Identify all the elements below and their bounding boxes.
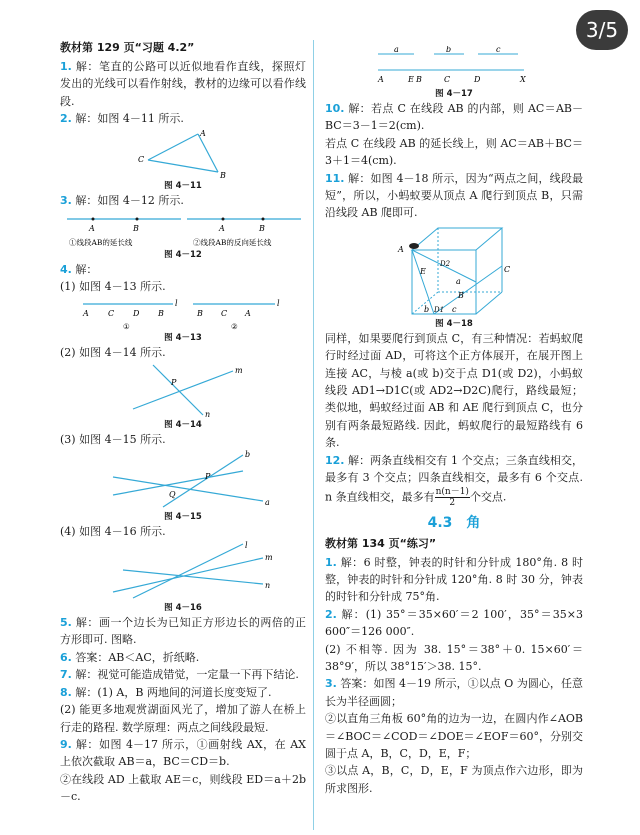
fig412-note-2: ②线段AB的反向延长线 <box>193 238 272 248</box>
figure-4-12 <box>63 209 303 249</box>
svg-text:C: C <box>444 75 451 84</box>
fig411-label-c: C <box>138 154 145 164</box>
svg-text:A: A <box>378 75 384 84</box>
answer-2: 2. 解：如图 4－11 所示. <box>60 112 184 126</box>
page-indicator[interactable]: 3/5 <box>576 10 628 50</box>
answer-12: 12. 解：两条直线相交有 1 个交点；三条直线相交，最多有 3 个交点；四条直线相交，最多有 6 个交点. n 条直线相交，最多有 $\frac{n(n-1)}{2}$ 个交点. <box>325 453 583 508</box>
svg-text:a: a <box>456 276 461 286</box>
svg-text:m: m <box>235 366 243 376</box>
practice-1: 1. 解：6 时整，钟表的时针和分针成 180°角. 8 时整，钟表的时针和分针成 120°角. 8 时 30 分，钟表的时针和分针成 75°角. <box>325 555 583 604</box>
fraction: $\frac{n(n-1)}{2}$ <box>435 486 469 508</box>
figure-caption: 图 4－18 <box>435 318 473 329</box>
practice-3-3: ③以点 A，B，C，D，E，F 为顶点作六边形，即为所求图形. <box>325 764 583 795</box>
fig411-label-b: B <box>220 170 226 180</box>
figure-caption: 图 4－11 <box>164 180 202 191</box>
answer-7: 7. 解：视觉可能造成错觉，一定量一下再下结论. <box>60 668 299 682</box>
svg-text:l: l <box>175 298 178 308</box>
answer-4-4: (4) 如图 4－16 所示. <box>60 524 166 538</box>
column-divider <box>313 40 314 830</box>
answer-8-2: (2) 能更多地观赏湖面风光了，增加了游人在桥上行走的路程. 数学原理：两点之间线段最短. <box>60 703 306 734</box>
figure-caption: 图 4－17 <box>435 89 473 99</box>
answer-3: 3. 解：如图 4－12 所示. <box>60 193 184 207</box>
answer-1: 1. 解：笔直的公路可以近似地看作直线，探照灯发出的光线可以看作射线，教材的边缘可以看作线段. <box>60 60 306 108</box>
answer-11-2: 同样，如果要爬行到顶点 C，有三种情况：若蚂蚁爬行时经过面 AD，可将这个正方体展开，在展开图上连接 AC，与棱 a(或 b)交于点 D1(或 D2)，小蚂蚁线段 AD1→D1C(或 AD2→D2C)爬行，路线最短；类似地，蚂蚁经过面 AB 和 AE 爬行到顶点 C，也分别有两条最短路线. 因此，蚂蚁爬行的最短路线有 6 条. <box>325 331 583 450</box>
figure-caption: 图 4－16 <box>164 603 202 614</box>
svg-text:B: B <box>458 290 464 300</box>
svg-text:D2: D2 <box>440 259 451 268</box>
svg-text:c: c <box>496 46 501 54</box>
svg-text:B: B <box>133 224 139 234</box>
svg-text:C: C <box>108 308 115 318</box>
figure-4-15 <box>93 449 273 511</box>
practice-3-2: ②以直角三角板 60°角的边为一边，在圆内作∠AOB＝∠BOC＝∠COD＝∠DOE＝∠EOF＝60°，分别交圆于点 A，B，C，D，E，F； <box>325 712 583 760</box>
answer-10: 10. 解：若点 C 在线段 AB 的内部，则 AC＝AB－BC＝3－1＝2(cm). <box>325 102 583 133</box>
svg-text:b: b <box>245 449 251 459</box>
svg-text:n: n <box>265 581 271 591</box>
svg-text:D: D <box>133 308 140 318</box>
svg-text:P: P <box>205 471 211 481</box>
svg-text:B: B <box>416 75 422 84</box>
svg-text:C: C <box>504 264 511 274</box>
section-heading: 教材第 129 页“习题 4.2” <box>60 41 195 54</box>
practice-2-2: (2) 不相等. 因为 38. 15°＝38°＋0. 15×60′＝38°9′，所以 38°15′＞38. 15°. <box>325 642 583 673</box>
svg-text:A: A <box>83 308 89 318</box>
figure-caption: 图 4－12 <box>164 250 202 261</box>
svg-text:l: l <box>277 298 280 308</box>
answer-8: 8. 解：(1) A，B 两地间的河道长度变短了. <box>60 685 272 699</box>
section-title: 4.3 角 <box>427 514 481 531</box>
figure-4-17 <box>374 46 534 88</box>
svg-text:D1: D1 <box>434 305 445 314</box>
fig411-label-a: A <box>200 128 206 138</box>
answer-4-3: (3) 如图 4－15 所示. <box>60 433 166 447</box>
answer-9-2: ②在线段 AD 上截取 AE＝c，则线段 ED＝a＋2b－c. <box>60 772 306 804</box>
answer-10-2: 若点 C 在线段 AB 的延长线上，则 AC＝AB＋BC＝3＋1＝4(cm). <box>325 136 583 168</box>
svg-text:m: m <box>265 553 273 563</box>
svg-text:a: a <box>394 46 399 54</box>
answer-4: 4. 解： <box>60 263 98 277</box>
figure-4-13 <box>63 296 303 332</box>
figure-4-16 <box>93 540 273 602</box>
svg-text:X: X <box>520 75 526 84</box>
figure-caption: 图 4－14 <box>164 420 202 431</box>
svg-text:A: A <box>219 224 225 234</box>
section-heading: 教材第 134 页“练习” <box>325 536 437 550</box>
svg-text:B: B <box>158 308 164 318</box>
figure-4-18-cube <box>394 222 514 318</box>
figure-4-14 <box>113 361 253 419</box>
figure-caption: 图 4－15 <box>164 511 202 522</box>
svg-text:b: b <box>446 46 452 54</box>
right-column <box>325 46 583 797</box>
svg-text:E: E <box>420 266 426 276</box>
svg-text:A: A <box>89 224 95 234</box>
svg-text:B: B <box>197 308 203 318</box>
svg-text:a: a <box>265 497 270 507</box>
svg-text:C: C <box>221 308 228 318</box>
svg-text:A: A <box>245 308 251 318</box>
svg-text:A: A <box>398 244 404 254</box>
svg-text:①: ① <box>123 321 130 331</box>
svg-text:E: E <box>408 75 414 84</box>
figure-caption: 图 4－13 <box>164 332 202 343</box>
practice-3: 3. 答案：如图 4－19 所示，①以点 O 为圆心，任意长为半径画圆； <box>325 677 583 708</box>
answer-4-1: (1) 如图 4－13 所示. <box>60 280 166 294</box>
svg-text:P: P <box>171 378 177 388</box>
answer-9: 9. 解：如图 4－17 所示，①画射线 AX，在 AX 上依次截取 AB＝a，BC＝CD＝b. <box>60 737 306 769</box>
svg-text:D: D <box>474 75 481 84</box>
svg-text:b: b <box>424 304 430 314</box>
answer-5: 5. 解：画一个边长为已知正方形边长的两倍的正方形即可. 图略. <box>60 616 306 647</box>
figure-4-11 <box>128 128 238 180</box>
answer-6: 6. 答案：AB＜AC，折纸略. <box>60 650 200 664</box>
svg-text:B: B <box>259 224 265 234</box>
practice-2: 2. 解：(1) 35°＝35×60′＝2 100′，35°＝35×3 600″＝126 000″. <box>325 607 584 639</box>
answer-4-2: (2) 如图 4－14 所示. <box>60 345 166 359</box>
left-column <box>60 40 306 806</box>
svg-text:②: ② <box>231 321 238 331</box>
fig412-note-1: ①线段AB的延长线 <box>69 238 133 248</box>
svg-text:c: c <box>452 304 457 314</box>
svg-text:Q: Q <box>169 489 176 499</box>
answer-11: 11. 解：如图 4－18 所示，因为“两点之间，线段最短”，所以，小蚂蚁要从顶点 A 爬行到顶点 B，只需沿线段 AB 爬即可. <box>325 171 583 220</box>
svg-text:l: l <box>245 541 248 551</box>
svg-text:n: n <box>205 410 211 420</box>
